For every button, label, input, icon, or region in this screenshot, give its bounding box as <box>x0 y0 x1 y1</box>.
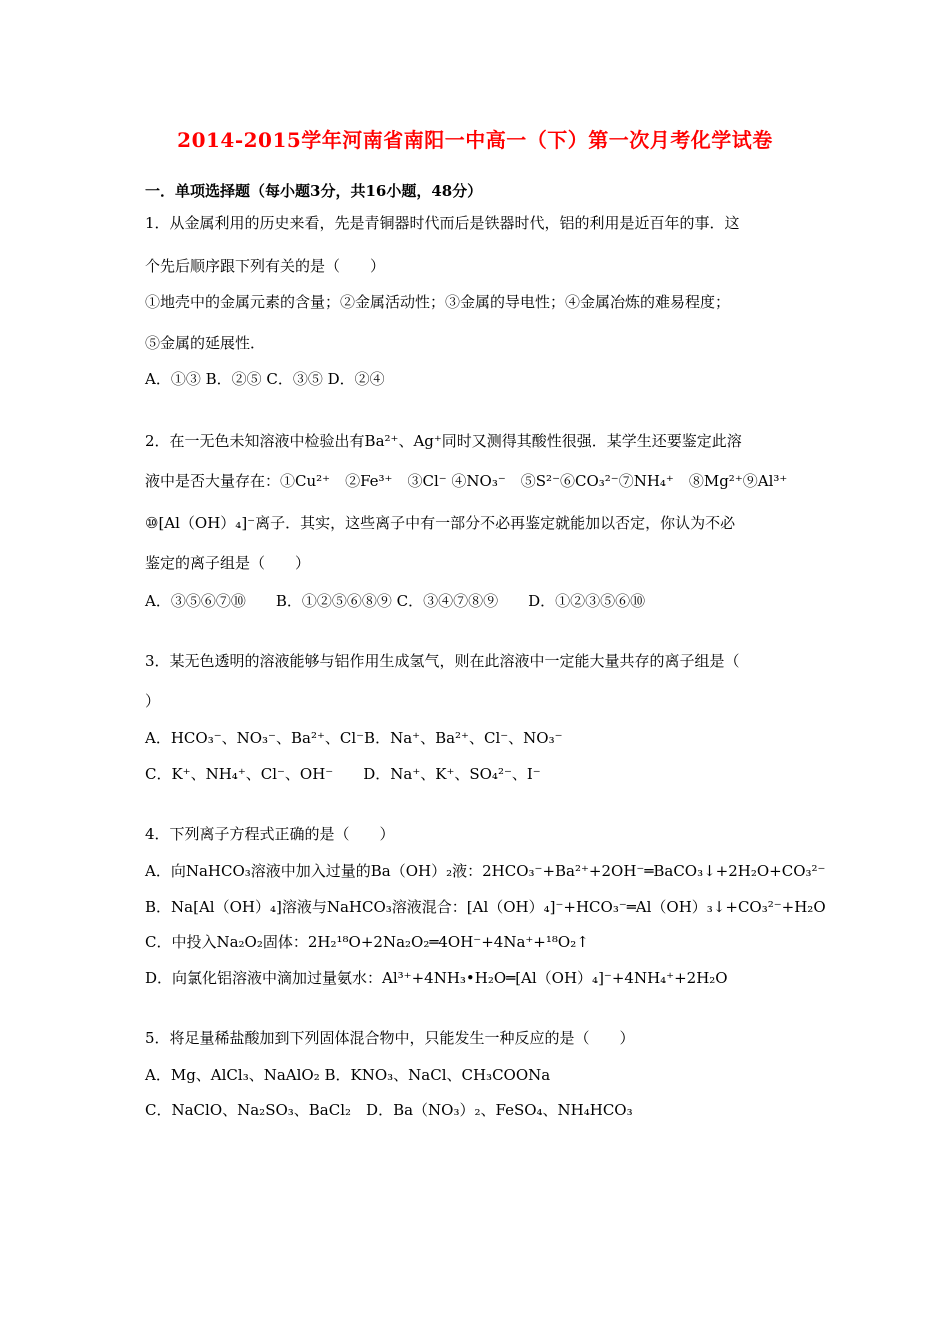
q1-line-4: ⑤金属的延展性． <box>145 334 266 352</box>
q2-line-3: ⑩[Al（OH）₄]⁻离子．其实，这些离子中有一部分不必再鉴定就能加以否定，你认为不必 <box>145 514 736 532</box>
q4-option-b: B．Na[Al（OH）₄]溶液与NaHCO₃溶液混合：[Al（OH）₄]⁻+HCO₃⁻═Al（OH）₃↓+CO₃²⁻+H₂O <box>145 898 826 916</box>
q4-option-a: A．向NaHCO₃溶液中加入过量的Ba（OH）₂液：2HCO₃⁻+Ba²⁺+2OH⁻═BaCO₃↓+2H₂O+CO₃²⁻ <box>145 862 826 880</box>
q2-line-1: 2．在一无色未知溶液中检验出有Ba²⁺、Ag⁺同时又测得其酸性很强．某学生还要鉴定此溶 <box>145 432 742 450</box>
q5-options-ab: A．Mg、AlCl₃、NaAlO₂ B．KNO₃、NaCl、CH₃COONa <box>145 1066 551 1084</box>
q4-line-1: 4．下列离子方程式正确的是（ ） <box>145 825 395 843</box>
q4-option-d: D．向氯化铝溶液中滴加过量氨水：Al³⁺+4NH₃•H₂O═[Al（OH）₄]⁻+4NH₄⁺+2H₂O <box>145 969 728 987</box>
q2-line-4: 鉴定的离子组是（ ） <box>145 554 311 572</box>
q1-line-2: 个先后顺序跟下列有关的是（ ） <box>145 257 386 275</box>
q1-line-3: ①地壳中的金属元素的含量；②金属活动性；③金属的导电性；④金属冶炼的难易程度； <box>145 293 731 311</box>
page-title: 2014-2015学年河南省南阳一中高一（下）第一次月考化学试卷 <box>177 128 773 152</box>
q4-option-c: C．中投入Na₂O₂固体：2H₂¹⁸O+2Na₂O₂═4OH⁻+4Na⁺+¹⁸O₂↑ <box>145 933 589 951</box>
q5-line-1: 5．将足量稀盐酸加到下列固体混合物中，只能发生一种反应的是（ ） <box>145 1029 635 1047</box>
q1-options: A．①③ B．②⑤ C．③⑤ D．②④ <box>145 370 385 388</box>
q3-line-1: 3．某无色透明的溶液能够与铝作用生成氢气，则在此溶液中一定能大量共存的离子组是（ <box>145 652 740 670</box>
q3-options-cd: C．K⁺、NH₄⁺、Cl⁻、OH⁻ D．Na⁺、K⁺、SO₄²⁻、I⁻ <box>145 765 541 783</box>
q2-line-2: 液中是否大量存在：①Cu²⁺ ②Fe³⁺ ③Cl⁻ ④NO₃⁻ ⑤S²⁻⑥CO₃²⁻⑦NH₄⁺ ⑧Mg²⁺⑨Al³⁺ <box>145 472 788 490</box>
section-heading: 一．单项选择题（每小题3分，共16小题，48分） <box>145 182 483 200</box>
q2-options: A．③⑤⑥⑦⑩ B．①②⑤⑥⑧⑨ C．③④⑦⑧⑨ D．①②③⑤⑥⑩ <box>145 592 646 610</box>
q3-line-2: ） <box>145 692 161 710</box>
q1-line-1: 1．从金属利用的历史来看，先是青铜器时代而后是铁器时代，铝的利用是近百年的事．这 <box>145 214 740 232</box>
q5-options-cd: C．NaClO、Na₂SO₃、BaCl₂ D．Ba（NO₃）₂、FeSO₄、NH₄HCO₃ <box>145 1101 633 1119</box>
q3-options-ab: A．HCO₃⁻、NO₃⁻、Ba²⁺、Cl⁻B．Na⁺、Ba²⁺、Cl⁻、NO₃⁻ <box>145 729 563 747</box>
